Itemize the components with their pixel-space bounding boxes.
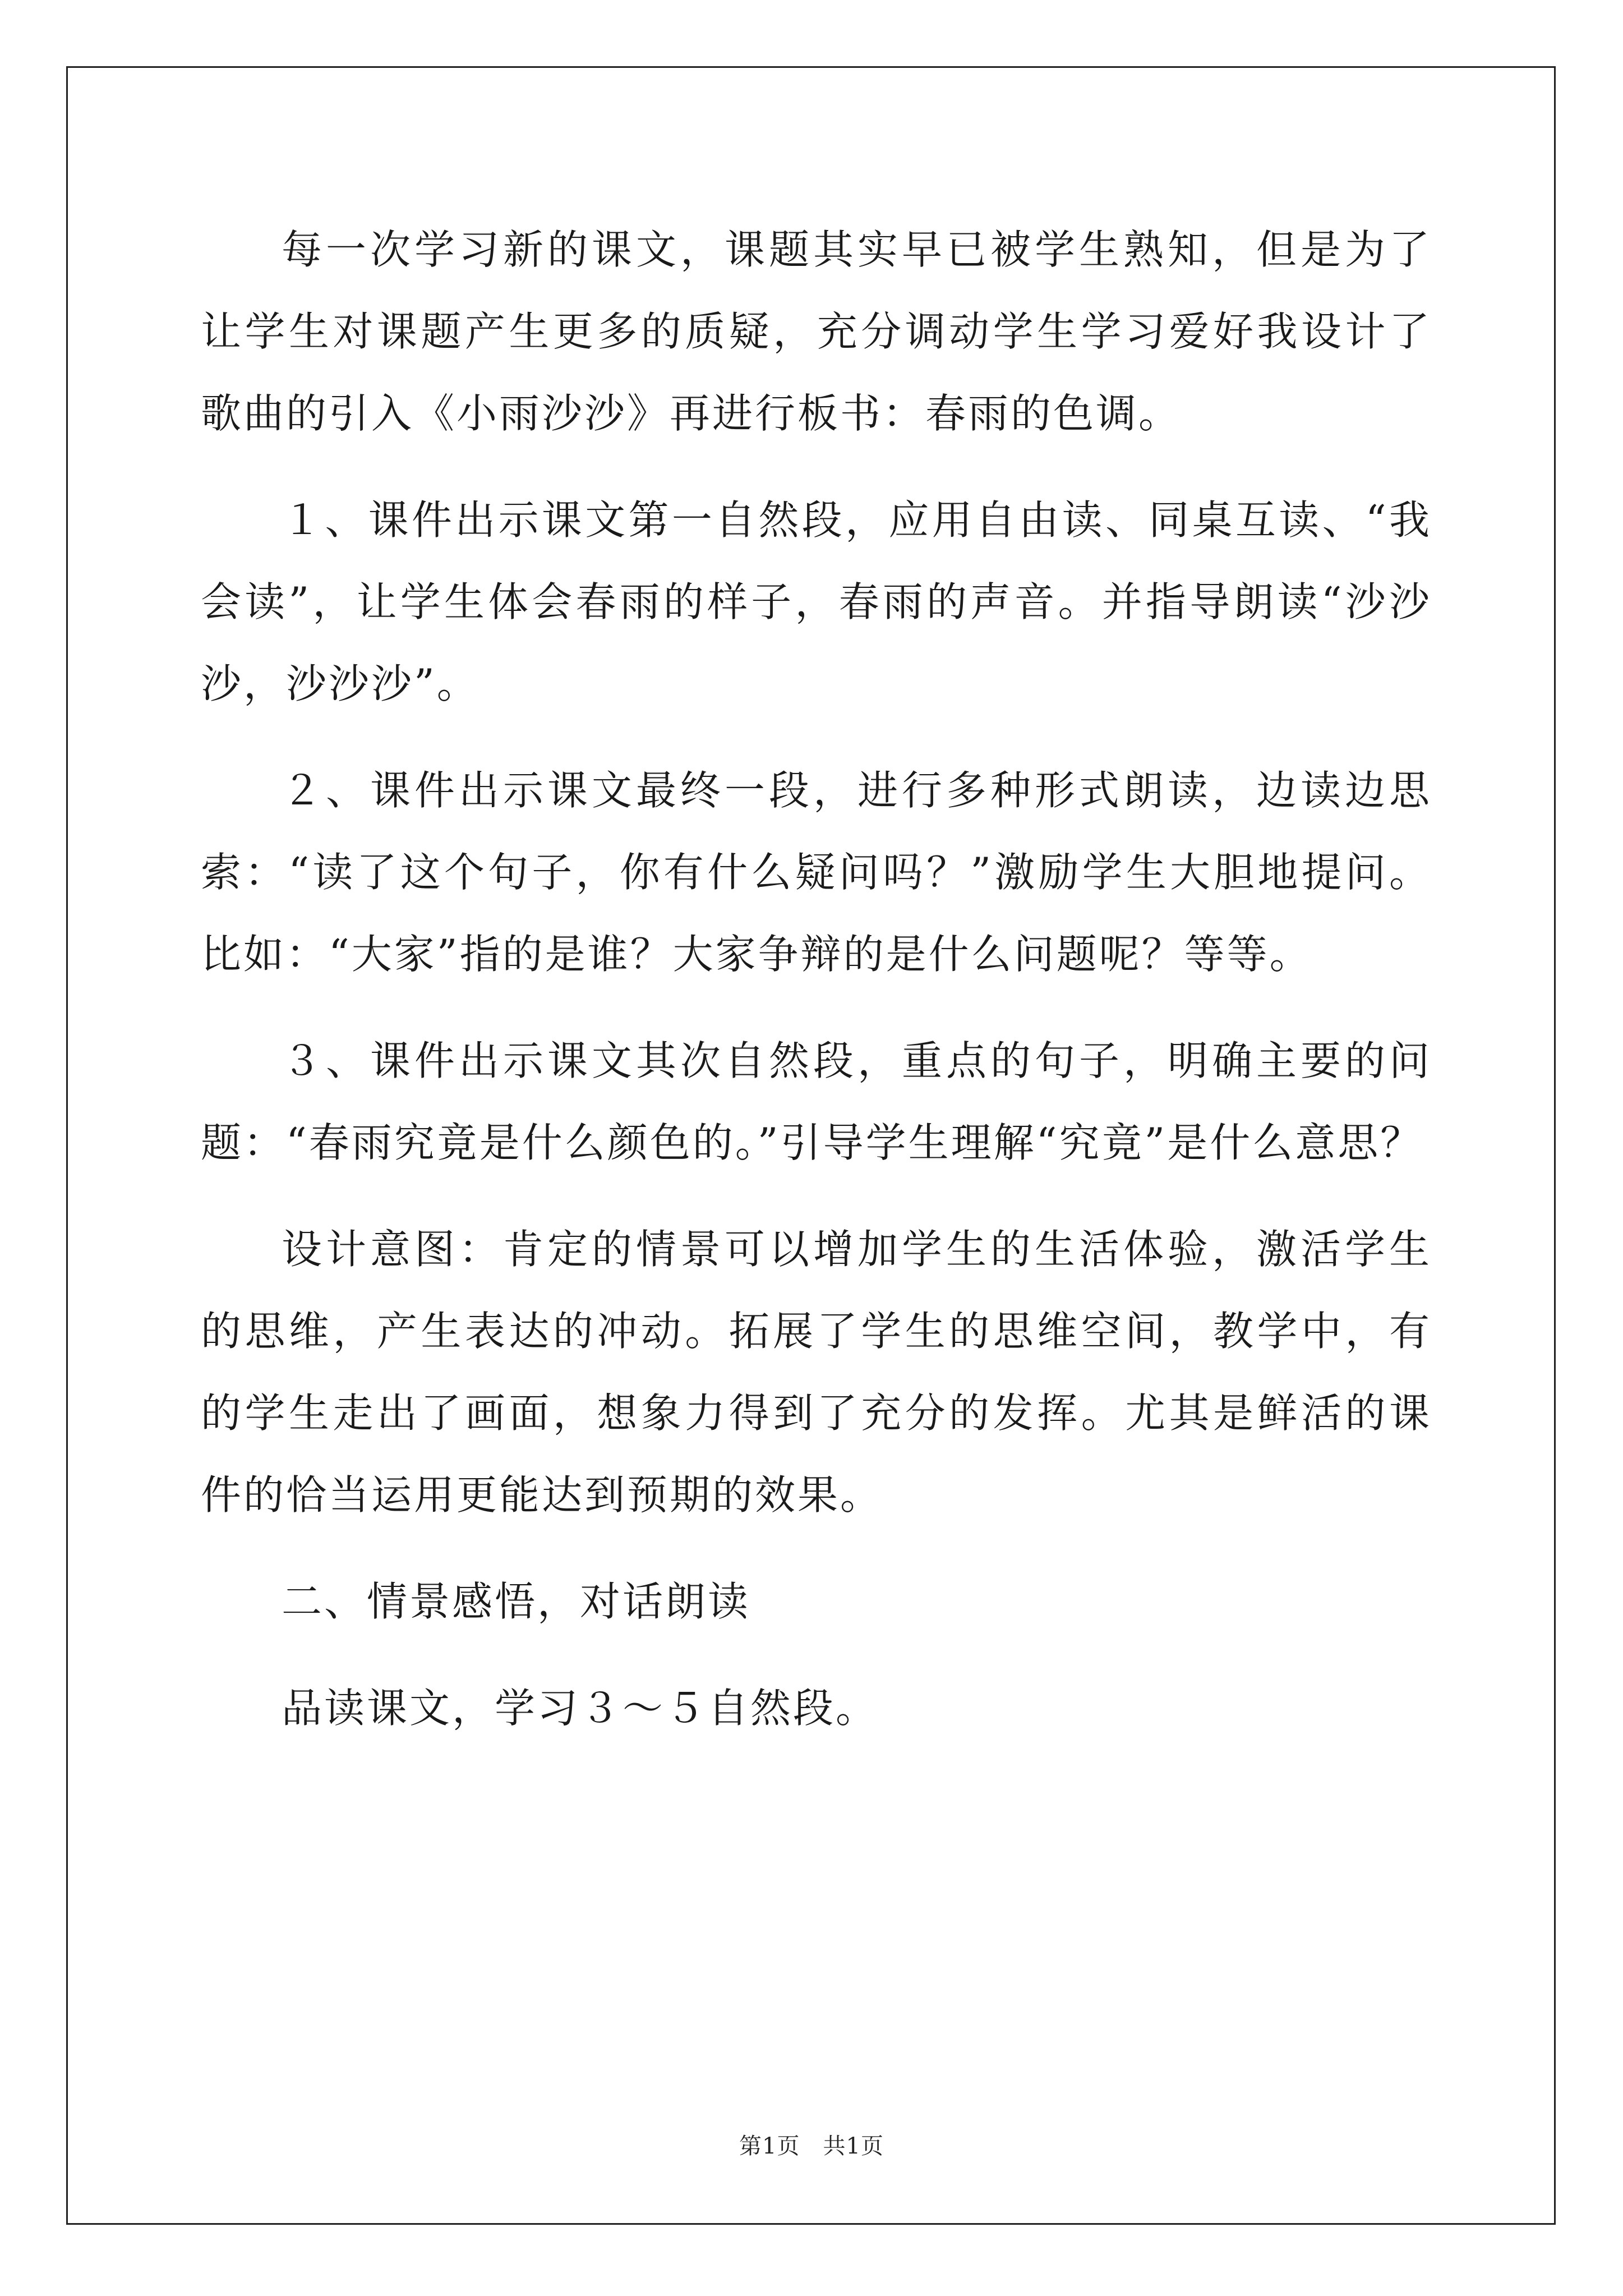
section-heading: 二、情景感悟，对话朗读: [282, 1578, 751, 1625]
document-body: [201, 209, 1432, 1749]
paragraph-step-3: ３、课件出示课文其次自然段，重点的句子，明确主要的问题：“春雨究竟是什么颜色的。”引导学生理解“究竟”是什么意思？: [201, 1037, 1432, 1166]
section-intro: 品读课文，学习３～５自然段。: [282, 1685, 879, 1732]
page-number-footer: 第1页 共1页: [739, 2133, 884, 2159]
paragraph-intro: 每一次学习新的课文，课题其实早已被学生熟知，但是为了让学生对课题产生更多的质疑，充分调动学生学习爱好我设计了歌曲的引入《小雨沙沙》再进行板书：春雨的色调。: [201, 226, 1432, 437]
paragraph-step-2: ２、课件出示课文最终一段，进行多种形式朗读，边读边思索：“读了这个句子，你有什么疑问吗？”激励学生大胆地提问。比如：“大家”指的是谁？大家争辩的是什么问题呢？等等。: [201, 767, 1432, 978]
paragraph-step-1: １、课件出示课文第一自然段，应用自由读、同桌互读、“我会读”，让学生体会春雨的样子，春雨的声音。并指导朗读“沙沙沙，沙沙沙”。: [201, 496, 1432, 707]
paragraph-design-intent: 设计意图：肯定的情景可以增加学生的生活体验，激活学生的思维，产生表达的冲动。拓展了学生的思维空间，教学中，有的学生走出了画面，想象力得到了充分的发挥。尤其是鲜活的课件的恰当运用更能达到预期的效果。: [201, 1226, 1432, 1519]
